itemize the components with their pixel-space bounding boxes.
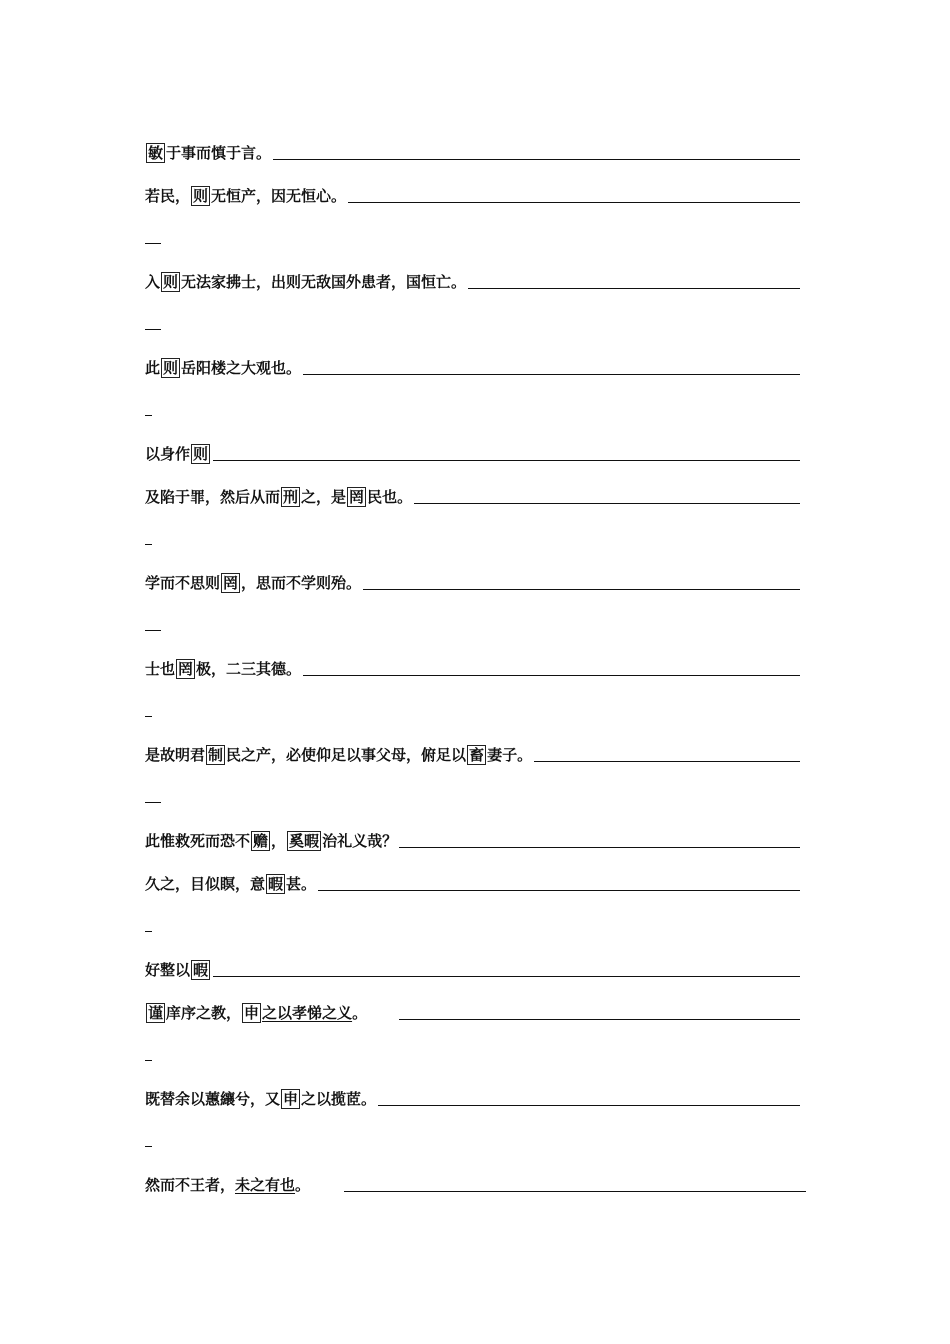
sentence (145, 444, 211, 464)
sentence (145, 186, 346, 206)
boxed-character: 罔 (178, 660, 194, 678)
boxed-character: 申 (244, 1004, 260, 1022)
boxed-character: 暇 (193, 961, 209, 979)
sentence-text: 于事而慎于言。 (166, 144, 272, 162)
boxed-character: 制 (208, 746, 224, 764)
sentence-text: 此惟救死而恐不 (145, 832, 251, 850)
answer-blank-continuation[interactable] (145, 243, 161, 244)
exercise-line (145, 266, 800, 292)
boxed-character: 则 (193, 445, 209, 463)
exercise-line (145, 352, 800, 378)
exercise-line (145, 1083, 800, 1109)
exercise-line (145, 739, 800, 765)
exercise-line (145, 954, 800, 980)
sentence-text: ， (271, 832, 287, 850)
sentence (145, 143, 271, 163)
sentence-text: 极，二三其德。 (196, 660, 302, 678)
boxed-character: 则 (163, 359, 179, 377)
sentence-text: 久之，目似瞑，意 (145, 875, 266, 893)
sentence-text: 妻子。 (487, 746, 533, 764)
exercise-line (145, 481, 800, 507)
sentence-text: 此 (145, 359, 161, 377)
answer-blank[interactable] (534, 761, 800, 762)
exercise-line (145, 137, 800, 163)
sentence-text: 入 (145, 273, 161, 291)
sentence-text: 。 (295, 1176, 311, 1194)
sentence (145, 272, 466, 292)
answer-blank[interactable] (414, 503, 800, 504)
sentence-text: 民之产，必使仰足以事父母，俯足以 (226, 746, 467, 764)
sentence-text: 庠序之教， (166, 1004, 242, 1022)
exercise-line (145, 1169, 806, 1195)
answer-blank[interactable] (303, 675, 800, 676)
answer-blank[interactable] (213, 976, 800, 977)
answer-blank[interactable] (273, 159, 800, 160)
sentence-text: 然而不王者， (145, 1176, 236, 1194)
sentence-text: 及陷于罪，然后从而 (145, 488, 281, 506)
boxed-character: 赡 (253, 832, 269, 850)
answer-blank[interactable] (363, 589, 800, 590)
sentence (145, 831, 397, 851)
sentence (145, 1175, 310, 1195)
exercise-line (145, 868, 800, 894)
answer-blank[interactable] (399, 847, 800, 848)
exercise-line (145, 438, 800, 464)
answer-blank-continuation[interactable] (145, 802, 161, 803)
answer-blank[interactable] (378, 1105, 800, 1106)
answer-blank[interactable] (303, 374, 800, 375)
sentence-text: 若民， (145, 187, 191, 205)
sentence-text: 岳阳楼之大观也。 (181, 359, 302, 377)
boxed-character: 奚暇 (289, 832, 320, 850)
boxed-character: 刑 (283, 488, 299, 506)
boxed-character: 敏 (148, 144, 164, 162)
sentence-text: 甚。 (286, 875, 317, 893)
sentence-text: 民也。 (367, 488, 413, 506)
sentence (145, 358, 301, 378)
underlined-phrase: 之以孝悌之义 (262, 1004, 353, 1022)
boxed-character: 罔 (223, 574, 239, 592)
answer-blank-continuation[interactable] (145, 630, 161, 631)
sentence (145, 573, 361, 593)
sentence (145, 1003, 367, 1023)
sentence (145, 1089, 376, 1109)
sentence-text: 之，是 (301, 488, 347, 506)
boxed-character: 罔 (349, 488, 365, 506)
sentence-text: 之以揽茝。 (301, 1090, 377, 1108)
answer-blank-continuation[interactable] (145, 415, 152, 416)
sentence-text: 无恒产，因无恒心。 (211, 187, 347, 205)
answer-blank-continuation[interactable] (145, 329, 161, 330)
sentence (145, 874, 316, 894)
answer-blank[interactable] (213, 460, 800, 461)
answer-blank[interactable] (399, 1019, 800, 1020)
answer-blank-continuation[interactable] (145, 716, 152, 717)
sentence-text: 。 (352, 1004, 368, 1022)
sentence-text: 是故明君 (145, 746, 206, 764)
boxed-character: 谨 (148, 1004, 164, 1022)
exercise-line (145, 997, 800, 1023)
sentence (145, 960, 211, 980)
boxed-character: 则 (193, 187, 209, 205)
answer-blank-continuation[interactable] (145, 931, 152, 932)
underlined-phrase: 未之有也 (235, 1176, 296, 1194)
sentence-text: 无法家拂士，出则无敌国外患者，国恒亡。 (181, 273, 467, 291)
boxed-character: 则 (163, 273, 179, 291)
answer-blank[interactable] (344, 1191, 806, 1192)
sentence-text: 以身作 (145, 445, 191, 463)
answer-blank-continuation[interactable] (145, 1060, 152, 1061)
answer-blank[interactable] (468, 288, 800, 289)
exercise-line (145, 653, 800, 679)
sentence-text: 治礼义哉？ (322, 832, 398, 850)
sentence-text: 好整以 (145, 961, 191, 979)
exercise-line (145, 825, 800, 851)
sentence (145, 745, 532, 765)
boxed-character: 申 (283, 1090, 299, 1108)
sentence (145, 487, 412, 507)
boxed-character: 畜 (469, 746, 485, 764)
answer-blank-continuation[interactable] (145, 1146, 152, 1147)
sentence-text: 学而不思则 (145, 574, 221, 592)
answer-blank-continuation[interactable] (145, 544, 152, 545)
answer-blank[interactable] (348, 202, 800, 203)
exercise-line (145, 180, 800, 206)
sentence-text: 士也 (145, 660, 176, 678)
sentence (145, 659, 301, 679)
sentence-text: 既替余以蕙纕兮，又 (145, 1090, 281, 1108)
exercise-line (145, 567, 800, 593)
sentence-text: ，思而不学则殆。 (241, 574, 362, 592)
boxed-character: 暇 (268, 875, 284, 893)
answer-blank[interactable] (318, 890, 800, 891)
